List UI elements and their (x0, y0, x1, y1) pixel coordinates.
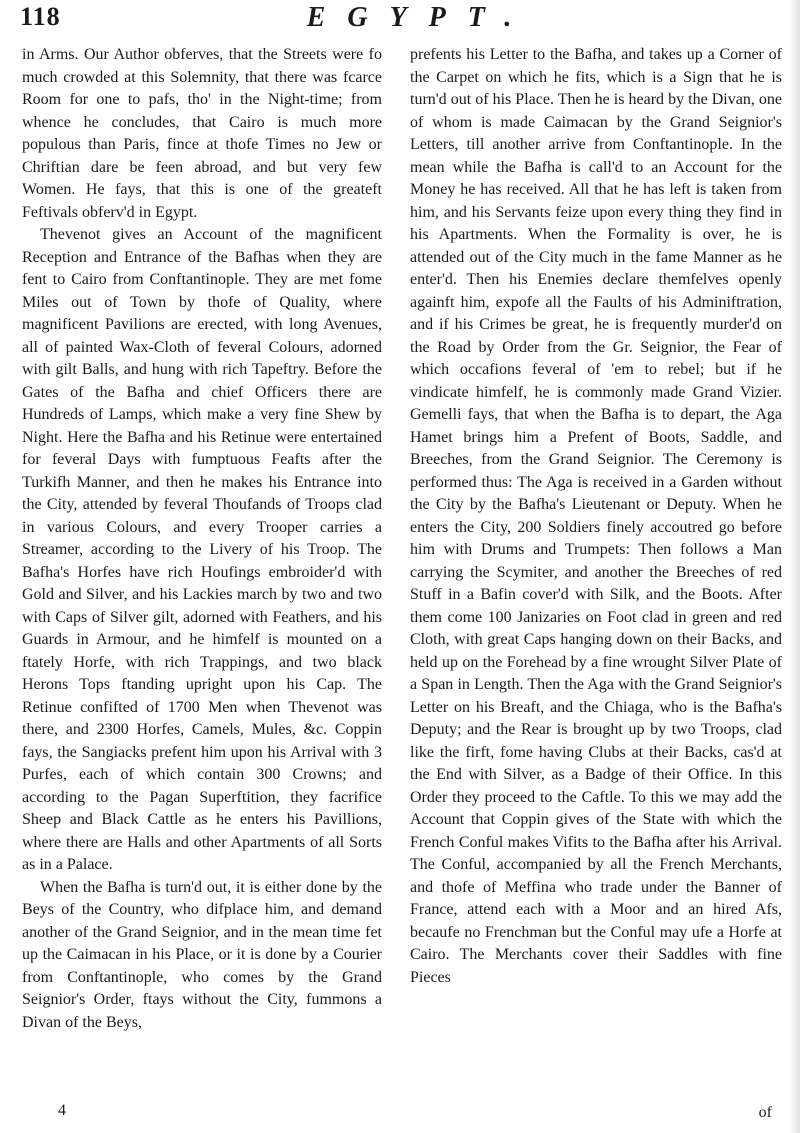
right-text-column (410, 44, 782, 989)
left-paragraph-2: Thevenot gives an Account of the magnificent Reception and Entrance of the Bafhas when they are fent to Cairo from Conftantinople. They are met fome Miles out of Town by thofe of Quality, where magnificent Pavilions are erected, with long Avenues, all of painted Wax-Cloth of feveral Colours, adorned with gilt Balls, and hung with rich Tapeftry. Before the Gates of the Bafha and chief Officers there are Hundreds of Lamps, which make a very fine Shew by Night. Here the Bafha and his Retinue were entertained for feveral Days with fumptuous Feafts after the Turkifh Manner, and then he makes his Entrance into the City, attended by feveral Thoufands of Troops clad in various Colours, and every Trooper carries a Streamer, according to the Livery of his Troop. The Bafha's Horfes have rich Houfings embroider'd with Gold and Silver, and his Lackies march by two and two with Caps of Silver gilt, adorned with Feathers, and his Guards in Armour, and he himfelf is mounted on a ftately Horfe, with rich Trappings, and two black Herons Tops ftanding upright upon his Cap. The Retinue confifted of 1700 Men when Thevenot was there, and 2300 Horfes, Camels, Mules, &c. Coppin fays, the Sangiacks prefent him upon his Arrival with 3 Purfes, each of which contain 300 Crowns; and according to the Pagan Superftition, they facrifice Sheep and Black Cattle as he enters his Pavillions, where there are Halls and other Apartments of all Sorts as in a Palace. (22, 226, 382, 873)
left-paragraph-3: When the Bafha is turn'd out, it is either done by the Beys of the Country, who difplace him, and demand another of the Grand Seignior, and in the mean time fet up the Caimacan in his Place, or it is done by a Courier from Conftantinople, who comes by the Grand Seignior's Order, ftays without the City, fummons a Divan of the Beys, (22, 878, 382, 1031)
catchword: of (758, 1104, 772, 1121)
right-paragraph-1: prefents his Letter to the Bafha, and takes up a Corner of the Carpet on which he fits, which is a Sign that he is turn'd out of his Place. Then he is heard by the Divan, one of whom is made Caimacan by the Grand Seignior's Letters, till another arrive from Conftantinople. In the mean while the Bafha is call'd to an Account for the Money he has received. All that he has left is taken from him, and his Servants feize upon every thing they find in his Apartments. When the Formality is over, he is attended out of the City much in the fame Manner as he enter'd. Then his Enemies declare themfelves openly againft him, expofe all the Faults of his Adminiftration, and if his Crimes be great, he is frequently murder'd on the Road by Order from the Gr. Seignior, the Fear of which occafions feveral of 'em to rebel; but if he vindicate himfelf, he is commonly made Grand Vizier. Gemelli fays, that when the Bafha is to depart, the Aga Hamet brings him a Prefent of Boots, Saddle, and Breeches, from the Grand Seignior. The Ceremony is performed thus: The Aga is received in a Garden without the City by the Bafha's Lieutenant or Deputy. When he enters the City, 200 Soldiers finely accoutred go before him with Drums and Trumpets: Then follows a Man carrying the Scymiter, and another the Breeches of red Stuff in a Bafin cover'd with Silk, and the Boots. After them come 100 Janizaries on Foot clad in green and red Cloth, with great Caps hanging down on their Backs, and held up on the Forehead by a fine wrought Silver Plate of a Span in Length. Then the Aga with the Grand Seignior's Letter on his Breaft, and the Chiaga, who is the Bafha's Deputy; and the Rear is brought up by two Troops, clad like the firft, fome having Clubs at their Backs, cas'd at the End with Silver, as a Badge of their Office. In this Order they proceed to the Caftle. To this we may add the Account that Coppin gives of the State with which the French Conful makes Vifits to the Bafha after his Arrival. The Conful, accompanied by all the French Merchants, and thofe of Meffina who trade under the Banner of France, attend each with a Moor and an hired Afs, becaufe no Frenchman but the Conful may ufe a Horfe at Cairo. The Merchants cover their Saddles with fine Pieces (410, 46, 782, 986)
signature-mark: 4 (58, 1102, 66, 1119)
page-number: 118 (20, 2, 61, 31)
left-text-column (22, 44, 382, 1034)
running-head: EGYPT. (306, 2, 534, 33)
page-edge-shadow (790, 0, 800, 1133)
left-paragraph-1: in Arms. Our Author obferves, that the Streets were fo much crowded at this Solemnity, that there was fcarce Room for one to pafs, tho' in the Night-time; from whence he concludes, that Cairo is much more populous than Paris, fince at thofe Times no Jew or Chriftian dare be feen abroad, and but very few Women. He fays, that this is one of the greateft Feftivals obferv'd in Egypt. (22, 46, 382, 221)
